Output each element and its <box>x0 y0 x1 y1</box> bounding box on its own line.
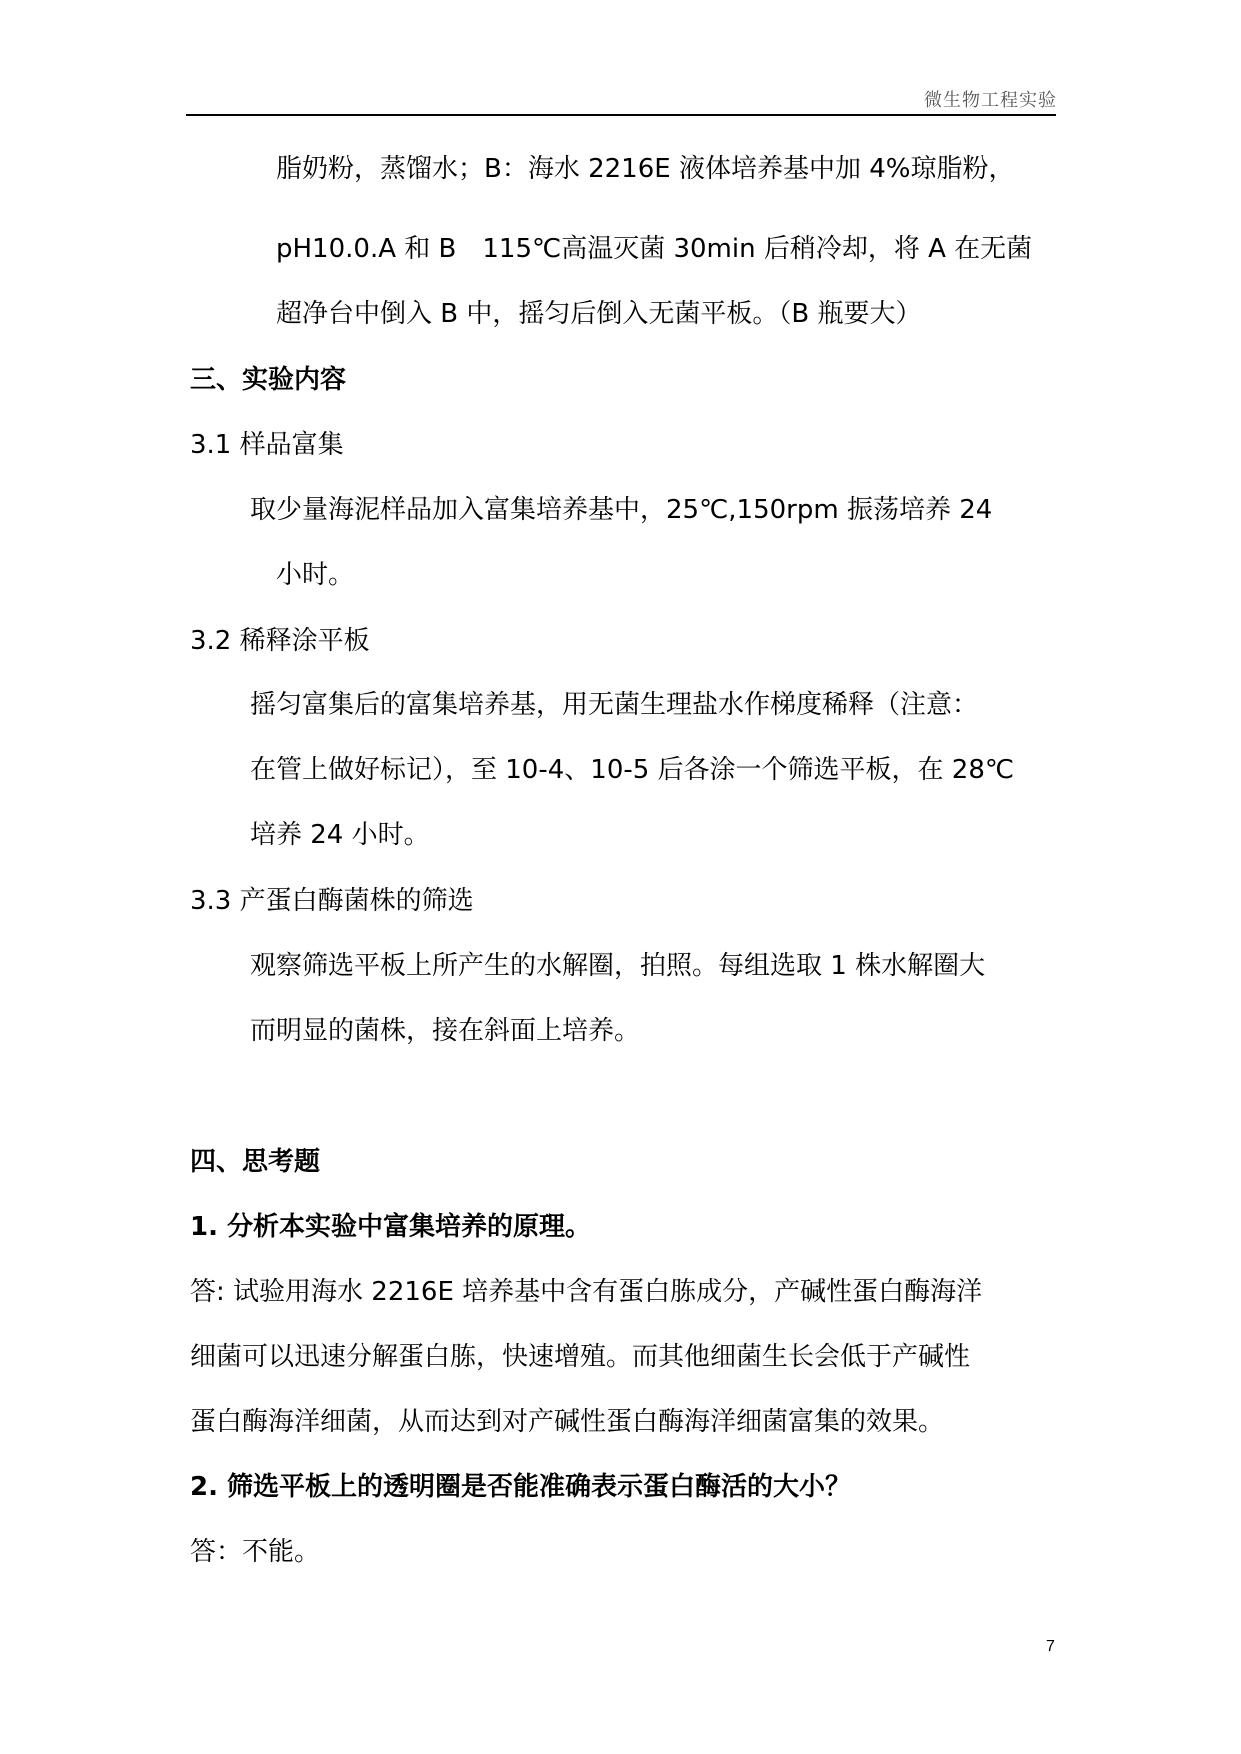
section-heading: 四、思考题 <box>190 1147 321 1177</box>
answer-line: 蛋白酶海洋细菌，从而达到对产碱性蛋白酶海洋细菌富集的效果。 <box>190 1407 945 1437</box>
answer-line: 答: 试验用海水 2216E 培养基中含有蛋白胨成分，产碱性蛋白酶海洋 <box>190 1277 983 1307</box>
paragraph-line: 小时。 <box>276 560 355 590</box>
paragraph-line: 培养 24 小时。 <box>250 820 430 850</box>
intro-line: 脂奶粉，蒸馏水；B：海水 2216E 液体培养基中加 4%琼脂粉， <box>276 154 1015 184</box>
running-header: 微生物工程实验 <box>924 90 1057 111</box>
answer-line: 细菌可以迅速分解蛋白胨，快速增殖。而其他细菌生长会低于产碱性 <box>190 1342 971 1372</box>
subsection-title: 3.3 产蛋白酶菌株的筛选 <box>190 886 474 916</box>
subsection-title: 3.2 稀释涂平板 <box>190 626 370 656</box>
paragraph-line: 而明显的菌株，接在斜面上培养。 <box>250 1016 641 1046</box>
paragraph-line: 取少量海泥样品加入富集培养基中，25℃,150rpm 振荡培养 24 <box>250 495 993 525</box>
section-heading: 三、实验内容 <box>190 365 347 395</box>
intro-line: pH10.0.A 和 B 115℃高温灭菌 30min 后稍冷却，将 A 在无菌 <box>276 234 1033 264</box>
paragraph-line: 摇匀富集后的富集培养基，用无菌生理盐水作梯度稀释（注意： <box>250 690 979 720</box>
page-number: 7 <box>1046 1638 1055 1655</box>
header-divider <box>186 114 1056 116</box>
paragraph-line: 在管上做好标记），至 10-4、10-5 后各涂一个筛选平板，在 28℃ <box>250 755 1015 785</box>
subsection-title: 3.1 样品富集 <box>190 430 344 460</box>
question-2: 2. 筛选平板上的透明圈是否能准确表示蛋白酶活的大小？ <box>190 1472 852 1502</box>
paragraph-line: 观察筛选平板上所产生的水解圈，拍照。每组选取 1 株水解圈大 <box>250 951 986 981</box>
question-1: 1. 分析本实验中富集培养的原理。 <box>190 1212 592 1242</box>
intro-line: 超净台中倒入 B 中，摇匀后倒入无菌平板。（B 瓶要大） <box>276 299 922 329</box>
answer-line: 答：不能。 <box>190 1537 321 1567</box>
